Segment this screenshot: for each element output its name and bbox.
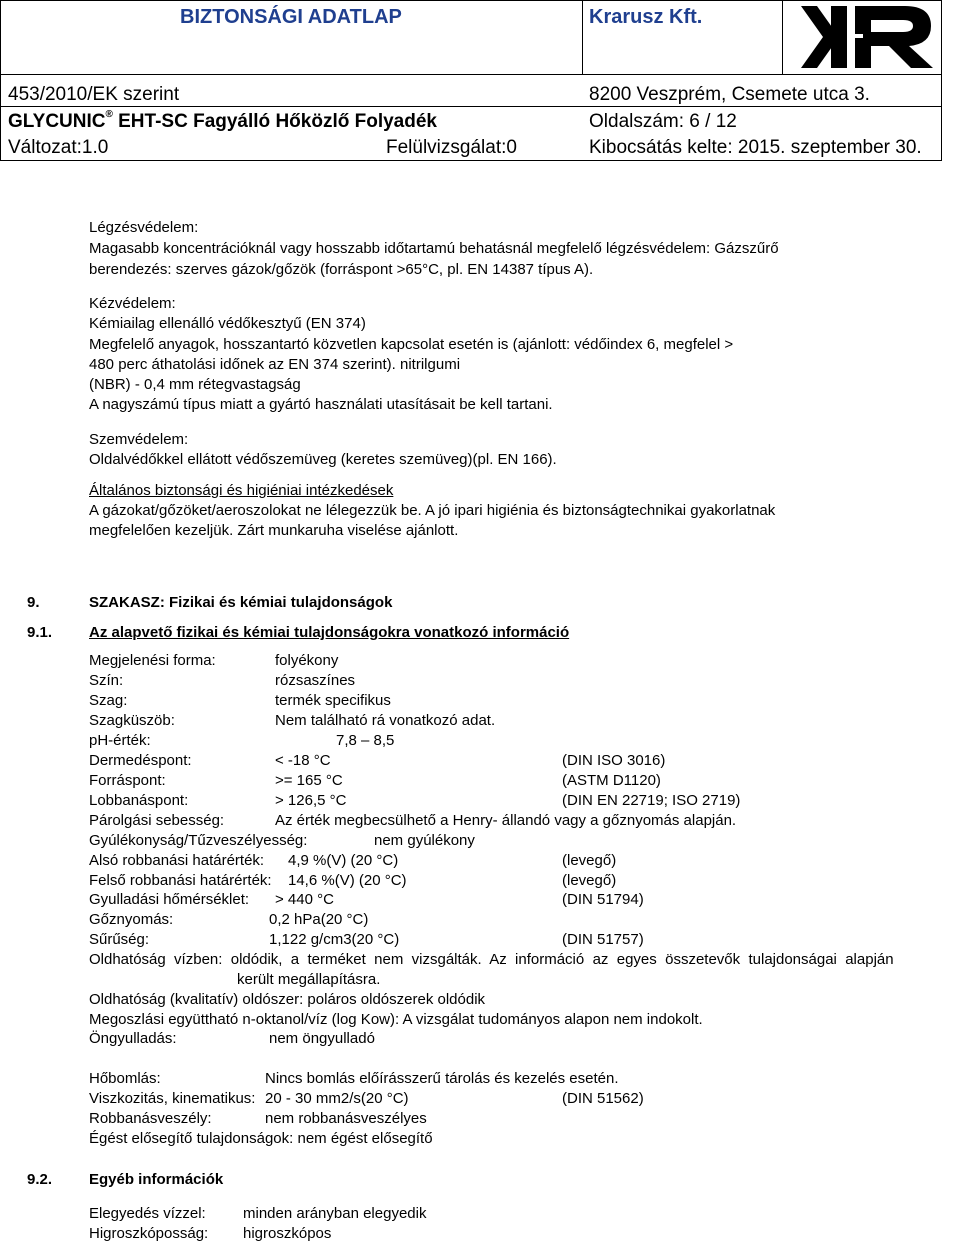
property-label: Higroszkóposság: [89, 1225, 209, 1242]
section-9-title: SZAKASZ: Fizikai és kémiai tulajdonságok [89, 594, 393, 611]
hygiene-text-1: A gázokat/gőzöket/aeroszolokat ne lélegezzük be. A jó ipari higiénia és biztonságtechnikai gyakorlatnak [89, 502, 776, 519]
property-label: Megjelenési forma: [89, 652, 216, 669]
respiratory-text-1: Magasabb koncentrációknál vagy hosszabb időtartamú behatásnál megfelelő légzésvédelem: Gázszűrő [89, 240, 779, 257]
property-label: Sűrűség: [89, 931, 150, 948]
property-label: Robbanásveszély: [89, 1110, 212, 1127]
property-label: Alsó robbanási határérték: [89, 852, 265, 869]
document-title: BIZTONSÁGI ADATLAP [180, 6, 402, 28]
property-value: Nincs bomlás előírásszerű tárolás és kezelés esetén. [265, 1070, 619, 1087]
company-logo [783, 0, 943, 74]
hand-text-3: 480 perc áthatolási időnek az EN 374 szerint). nitrilgumi [89, 356, 461, 373]
property-label: Forráspont: [89, 772, 166, 789]
property-value: > 440 °C [275, 891, 334, 908]
property-value: nem öngyulladó [269, 1030, 375, 1047]
property-value: 0,2 hPa(20 °C) [269, 911, 369, 928]
page-number: Oldalszám: 6 / 12 [589, 111, 737, 132]
partition-coefficient: Megoszlási együttható n-oktanol/víz (log Kow): A vizsgálat tudományos alapon nem indokolt. [89, 1011, 703, 1028]
property-value: 7,8 – 8,5 [336, 732, 395, 749]
hand-text-4: (NBR) - 0,4 mm rétegvastagság [89, 376, 301, 393]
section-9-2-title: Egyéb információk [89, 1171, 224, 1188]
property-value: >= 165 °C [275, 772, 343, 789]
property-label: Öngyulladás: [89, 1030, 177, 1047]
property-method: (levegő) [562, 852, 617, 869]
section-9-2-number: 9.2. [27, 1171, 53, 1188]
property-value: termék specifikus [275, 692, 391, 709]
property-label: Felső robbanási határérték: [89, 872, 272, 889]
property-label: Hőbomlás: [89, 1070, 161, 1087]
respiratory-title: Légzésvédelem: [89, 219, 199, 236]
hand-text-5: A nagyszámú típus miatt a gyártó használati utasításait be kell tartani. [89, 396, 553, 413]
revision: Felülvizsgálat:0 [386, 137, 517, 158]
property-value: > 126,5 °C [275, 792, 347, 809]
property-value: minden arányban elegyedik [243, 1205, 427, 1222]
property-label: Párolgási sebesség: [89, 812, 225, 829]
section-9-number: 9. [27, 594, 40, 611]
property-value: 14,6 %(V) (20 °C) [288, 872, 407, 889]
eye-title: Szemvédelem: [89, 431, 189, 448]
property-method: (DIN 51757) [562, 931, 644, 948]
property-value: Az érték megbecsülhető a Henry- állandó vagy a gőznyomás alapján. [275, 812, 737, 829]
property-label: Elegyedés vízzel: [89, 1205, 206, 1222]
property-label: pH-érték: [89, 732, 151, 749]
company-address: 8200 Veszprém, Csemete utca 3. [589, 84, 870, 105]
respiratory-text-2: berendezés: szerves gázok/gőzök (forráspont >65°C, pl. EN 14387 típus A). [89, 261, 594, 278]
property-method: (DIN ISO 3016) [562, 752, 666, 769]
property-value: Nem található rá vonatkozó adat. [275, 712, 496, 729]
property-value: 20 - 30 mm2/s(20 °C) [265, 1090, 409, 1107]
section-9-1-number: 9.1. [27, 624, 53, 641]
property-value: nem gyúlékony [374, 832, 475, 849]
section-9-1-title: Az alapvető fizikai és kémiai tulajdonságokra vonatkozó információ [89, 624, 570, 641]
solubility-water-1: Oldhatóság vízben: oldódik, a terméket nem vizsgálták. Az információ az egyes összetevők tulajdonságai alapján [89, 951, 894, 968]
property-value: < -18 °C [275, 752, 331, 769]
product-name: GLYCUNIC® EHT-SC Fagyálló Hőközlő Folyadék [8, 109, 437, 132]
hand-title: Kézvédelem: [89, 295, 176, 312]
property-label: Szín: [89, 672, 124, 689]
property-value: rózsaszínes [275, 672, 356, 689]
hygiene-title: Általános biztonsági és higiéniai intézkedések [89, 482, 394, 499]
property-label: Gyulladási hőmérséklet: [89, 891, 250, 908]
property-method: (ASTM D1120) [562, 772, 661, 789]
property-label: Viszkozitás, kinematikus: [89, 1090, 256, 1107]
solubility-solvent: Oldhatóság (kvalitatív) oldószer: poláros oldószerek oldódik [89, 991, 486, 1008]
version: Változat:1.0 [8, 137, 109, 158]
property-label: Dermedéspont: [89, 752, 192, 769]
property-method: (DIN EN 22719; ISO 2719) [562, 792, 741, 809]
company-name: Krarusz Kft. [589, 6, 703, 28]
property-value: nem robbanásveszélyes [265, 1110, 427, 1127]
property-method: (DIN 51562) [562, 1090, 644, 1107]
eye-text-1: Oldalvédőkkel ellátott védőszemüveg (keretes szemüveg)(pl. EN 166). [89, 451, 557, 468]
property-method: (DIN 51794) [562, 891, 644, 908]
property-label: Szagküszöb: [89, 712, 175, 729]
solubility-water-2: került megállapításra. [237, 971, 381, 988]
regulation: 453/2010/EK szerint [8, 84, 180, 105]
property-label: Gőznyomás: [89, 911, 174, 928]
oxidizing-properties: Égést elősegítő tulajdonságok: nem égést elősegítő [89, 1130, 433, 1147]
property-value: higroszkópos [243, 1225, 332, 1242]
property-value: 4,9 %(V) (20 °C) [288, 852, 399, 869]
hand-text-2: Megfelelő anyagok, hosszantartó közvetlen kapcsolat esetén is (ajánlott: védőindex 6, megfelel > [89, 336, 734, 353]
issue-date: Kibocsátás kelte: 2015. szeptember 30. [589, 137, 922, 158]
hand-text-1: Kémiailag ellenálló védőkesztyű (EN 374) [89, 315, 366, 332]
property-label: Gyúlékonyság/Tűzveszélyesség: [89, 832, 308, 849]
property-value: 1,122 g/cm3(20 °C) [269, 931, 400, 948]
property-method: (levegő) [562, 872, 617, 889]
property-label: Lobbanáspont: [89, 792, 189, 809]
property-value: folyékony [275, 652, 339, 669]
hygiene-text-2: megfelelően kezeljük. Zárt munkaruha viselése ajánlott. [89, 522, 459, 539]
property-label: Szag: [89, 692, 128, 709]
